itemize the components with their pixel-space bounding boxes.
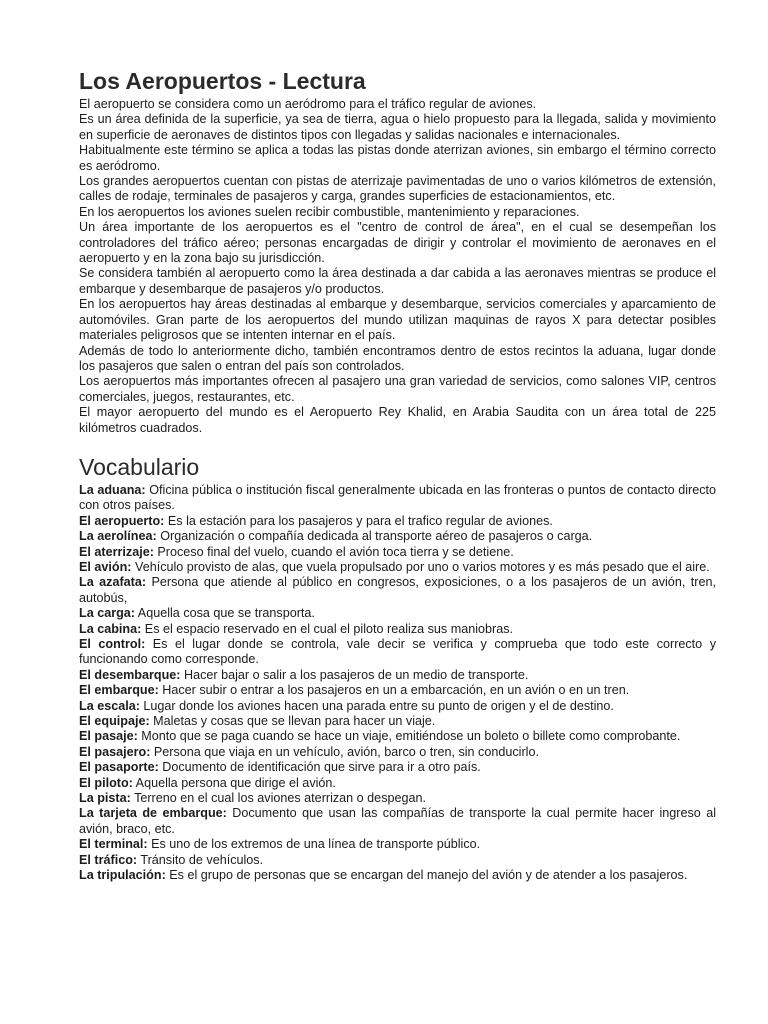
vocabulary-list [79,483,716,884]
vocabulary-entry [79,560,716,575]
vocabulary-term: La carga: [79,606,135,621]
vocabulary-entry [79,606,716,621]
vocabulary-term: El terminal: [79,837,148,852]
vocabulary-definition: Documento que usan las compañías de transporte la cual permite hacer ingreso al avión, braco, etc. [79,806,716,836]
vocabulary-definition: Tránsito de vehículos. [137,852,264,867]
vocabulary-entry [79,760,716,775]
vocabulary-definition: Lugar donde los aviones hacen una parada entre su punto de origen y el de destino. [139,698,614,713]
vocabulary-term: La tarjeta de embarque: [79,806,227,821]
vocabulary-definition: Aquella persona que dirige el avión. [132,775,336,790]
vocabulary-term: El pasaporte: [79,760,159,775]
vocabulary-title: Vocabulario [79,453,200,480]
vocabulary-definition: Es el espacio reservado en el cual el piloto realiza sus maniobras. [141,621,514,636]
reading-paragraph: Se considera también al aeropuerto como la área destinada a dar cabida a las aeronaves mientras se produce el embarque y desembarque de pasajeros y/o productos. [79,266,716,296]
reading-paragraph: Los grandes aeropuertos cuentan con pistas de aterrizaje pavimentadas de uno o varios kilómetros de extensión, calles de rodaje, terminales de pasajeros y carga, grandes superficies de estacionamientos, etc. [79,174,716,204]
reading-paragraph: El aeropuerto se considera como un aeródromo para el tráfico regular de aviones. [79,97,537,111]
vocabulary-term: La escala: [79,698,140,713]
vocabulary-definition: Proceso final del vuelo, cuando el avión toca tierra y se detiene. [153,544,514,559]
reading-paragraph: Los aeropuertos más importantes ofrecen al pasajero una gran variedad de servicios, como salones VIP, centros comerciales, juegos, restaurantes, etc. [79,374,716,404]
vocabulary-entry [79,483,716,514]
vocabulary-entry [79,545,716,560]
vocabulary-entry [79,699,716,714]
vocabulary-definition: Terreno en el cual los aviones aterrizan o despegan. [130,791,427,806]
vocabulary-entry [79,514,716,529]
vocabulary-entry [79,776,716,791]
vocabulary-term: El pasaje: [79,729,138,744]
vocabulary-term: El piloto: [79,775,133,790]
vocabulary-entry [79,745,716,760]
vocabulary-term: La pista: [79,791,131,806]
vocabulary-entry [79,714,716,729]
vocabulary-definition: Vehículo provisto de alas, que vuela propulsado por uno o varios motores y es más pesado que el aire. [131,559,710,574]
vocabulary-definition: Documento de identificación que sirve para ir a otro país. [158,760,481,775]
vocabulary-entry [79,683,716,698]
vocabulary-term: El control: [79,637,146,651]
vocabulary-entry [79,837,716,852]
vocabulary-term: El tráfico: [79,852,138,867]
vocabulary-entry [79,868,716,883]
vocabulary-term: El aeropuerto: [79,513,165,528]
vocabulary-entry [79,668,716,683]
vocabulary-definition: Oficina pública o institución fiscal generalmente ubicada en las fronteras o puntos de contacto directo con otros países. [79,482,716,513]
vocabulary-entry [79,806,716,837]
vocabulary-term: El pasajero: [79,744,151,759]
vocabulary-entry [79,575,716,606]
vocabulary-entry [79,529,716,544]
vocabulary-term: El avión: [79,559,132,574]
reading-body [79,97,716,436]
vocabulary-term: La azafata: [79,575,147,590]
vocabulary-term: El aterrizaje: [79,544,154,559]
vocabulary-term: El desembarque: [79,667,181,682]
vocabulary-entry [79,729,716,744]
reading-paragraph: Además de todo lo anteriormente dicho, también encontramos dentro de estos recintos la aduana, lugar donde los pasajeros que salen o entran del país son controlados. [79,343,716,373]
vocabulary-definition: Aquella cosa que se transporta. [135,606,315,621]
reading-paragraph: Un área importante de los aeropuertos es el "centro de control de área", en el cual se desempeñan los controladores del tráfico aéreo; personas encargadas de dirigir y controlar el movimiento de aeronaves en el aeropuerto y en la zona bajo su jurisdicción. [79,220,716,266]
reading-title: Los Aeropuertos - Lectura [79,68,366,94]
vocabulary-entry [79,791,716,806]
vocabulary-definition: Persona que viaja en un vehículo, avión, barco o tren, sin conducirlo. [150,744,539,759]
vocabulary-definition: Persona que atiende al público en congresos, exposiciones, o a los pasajeros de un avión, tren, autobús, [79,575,716,605]
vocabulary-definition: Monto que se paga cuando se hace un viaje, emitiéndose un boleto o billete como comprobante. [137,729,681,744]
vocabulary-definition: Hacer subir o entrar a los pasajeros en un a embarcación, en un avión o en un tren. [158,683,630,698]
vocabulary-term: La cabina: [79,621,142,636]
vocabulary-definition: Hacer bajar o salir a los pasajeros de un medio de transporte. [180,667,529,682]
vocabulary-definition: Maletas y cosas que se llevan para hacer un viaje. [149,714,436,729]
vocabulary-definition: Es la estación para los pasajeros y para el trafico regular de aviones. [164,513,553,528]
reading-paragraph: El mayor aeropuerto del mundo es el Aeropuerto Rey Khalid, en Arabia Saudita con un área total de 225 kilómetros cuadrados. [79,405,716,435]
vocabulary-term: El embarque: [79,683,159,698]
vocabulary-entry [79,622,716,637]
reading-paragraph: Es un área definida de la superficie, ya sea de tierra, agua o hielo propuesto para la llegada, salida y movimiento en superficie de aeronaves de distintos tipos con llegadas y salidas nacionales e internacionales. [79,112,716,142]
reading-paragraph: En los aeropuertos hay áreas destinadas al embarque y desembarque, servicios comerciales y aparcamiento de automóviles. Gran parte de los aeropuertos del mundo utilizan maquinas de rayos X para detectar posibles materiales peligrosos que se intenten internar en el país. [79,297,716,343]
vocabulary-definition: Es uno de los extremos de una línea de transporte público. [147,837,481,852]
vocabulary-definition: Es el grupo de personas que se encargan del manejo del avión y de atender a los pasajeros. [165,868,688,883]
vocabulary-entry [79,853,716,868]
vocabulary-definition: Organización o compañía dedicada al transporte aéreo de pasajeros o carga. [156,529,593,544]
vocabulary-term: La aerolínea: [79,529,157,544]
reading-paragraph: Habitualmente este término se aplica a todas las pistas donde aterrizan aviones, sin embargo el término correcto es aeródromo. [79,143,716,173]
vocabulary-term: El equipaje: [79,714,150,729]
vocabulary-term: La tripulación: [79,868,166,883]
vocabulary-term: La aduana: [79,482,146,497]
vocabulary-entry [79,637,716,668]
reading-paragraph: En los aeropuertos los aviones suelen recibir combustible, mantenimiento y reparaciones. [79,204,580,219]
vocabulary-definition: Es el lugar donde se controla, vale decir se verifica y comprueba que todo este correcto y funcionando como corresponde. [79,637,716,667]
